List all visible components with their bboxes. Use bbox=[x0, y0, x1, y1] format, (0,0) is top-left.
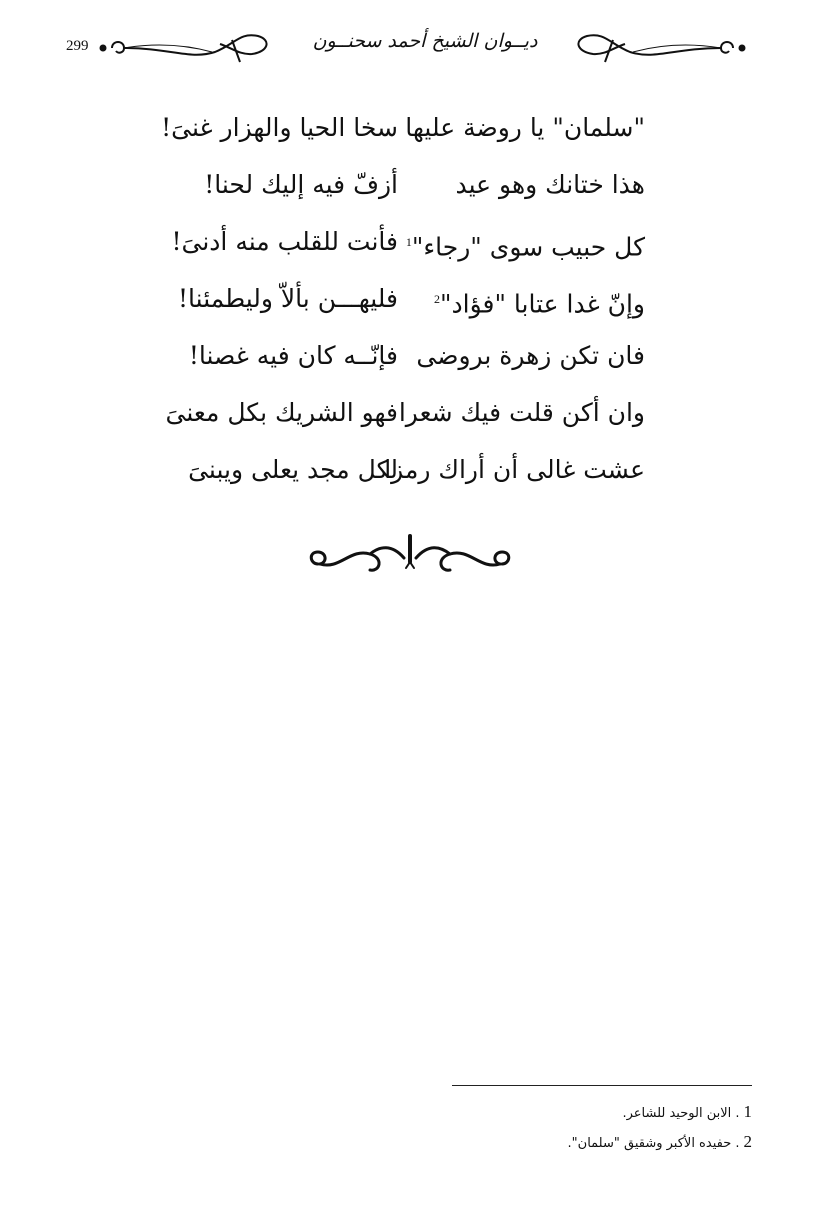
verse bbox=[160, 165, 660, 222]
verse-second-hemistich: فأنت للقلب منه أدنىَ! bbox=[171, 227, 398, 256]
verse-first-hemistich bbox=[405, 222, 645, 267]
verse-first-hemistich: فان تكن زهرة بروضى bbox=[416, 341, 645, 370]
footnote-number: 2 bbox=[743, 1132, 752, 1151]
verse-second-hemistich: فليهـــن بألاّ وليطمئنا! bbox=[178, 284, 398, 313]
footnote bbox=[432, 1098, 752, 1128]
verse-second-hemistich: أزفّ فيه إليك لحنا! bbox=[204, 170, 398, 199]
verse-first-hemistich: وان أكن قلت فيك شعرا bbox=[398, 398, 645, 427]
verse-text: كل حبيب سوى "رجاء" bbox=[411, 232, 645, 262]
footnotes bbox=[432, 1098, 752, 1158]
footnote-text: . الابن الوحيد للشاعر. bbox=[622, 1106, 740, 1121]
footnote-rule bbox=[452, 1085, 752, 1086]
verse bbox=[160, 336, 660, 393]
footnote-number: 1 bbox=[743, 1102, 752, 1121]
verse-first-hemistich: هذا ختانك وهو عيد bbox=[455, 170, 645, 199]
verse-second-hemistich: فإنّــه كان فيه غصنا! bbox=[188, 341, 398, 370]
footnote-text: . حفيده الأكبر وشقيق "سلمان". bbox=[567, 1136, 740, 1151]
footnote-marker[interactable]: 1 bbox=[405, 235, 412, 249]
verse-second-hemistich: لكل مجد يعلى ويبنىَ bbox=[188, 455, 398, 484]
verse-first-hemistich: عشت غالى أن أراك رمزا bbox=[384, 455, 645, 484]
verse-first-hemistich: "سلمان" يا روضة عليها bbox=[405, 113, 645, 142]
running-title: ديــوان الشيخ أحمد سحنــون bbox=[312, 30, 538, 52]
verse-second-hemistich: سخا الحيا والهزار غنىَ! bbox=[161, 113, 398, 142]
footnote bbox=[432, 1128, 752, 1158]
verse-second-hemistich: فهو الشريك بكل معنىَ bbox=[165, 398, 398, 427]
verse bbox=[160, 279, 660, 336]
verse bbox=[160, 393, 660, 450]
end-ornament bbox=[300, 530, 520, 590]
footnote-marker[interactable]: 2 bbox=[434, 292, 441, 306]
page-number: 299 bbox=[66, 38, 89, 54]
verse-text: وإنّ غدا عتابا "فؤاد" bbox=[440, 289, 645, 319]
poem bbox=[160, 108, 660, 507]
verse bbox=[160, 222, 660, 279]
verse bbox=[160, 108, 660, 165]
verse-first-hemistich bbox=[415, 279, 645, 324]
verse bbox=[160, 450, 660, 507]
